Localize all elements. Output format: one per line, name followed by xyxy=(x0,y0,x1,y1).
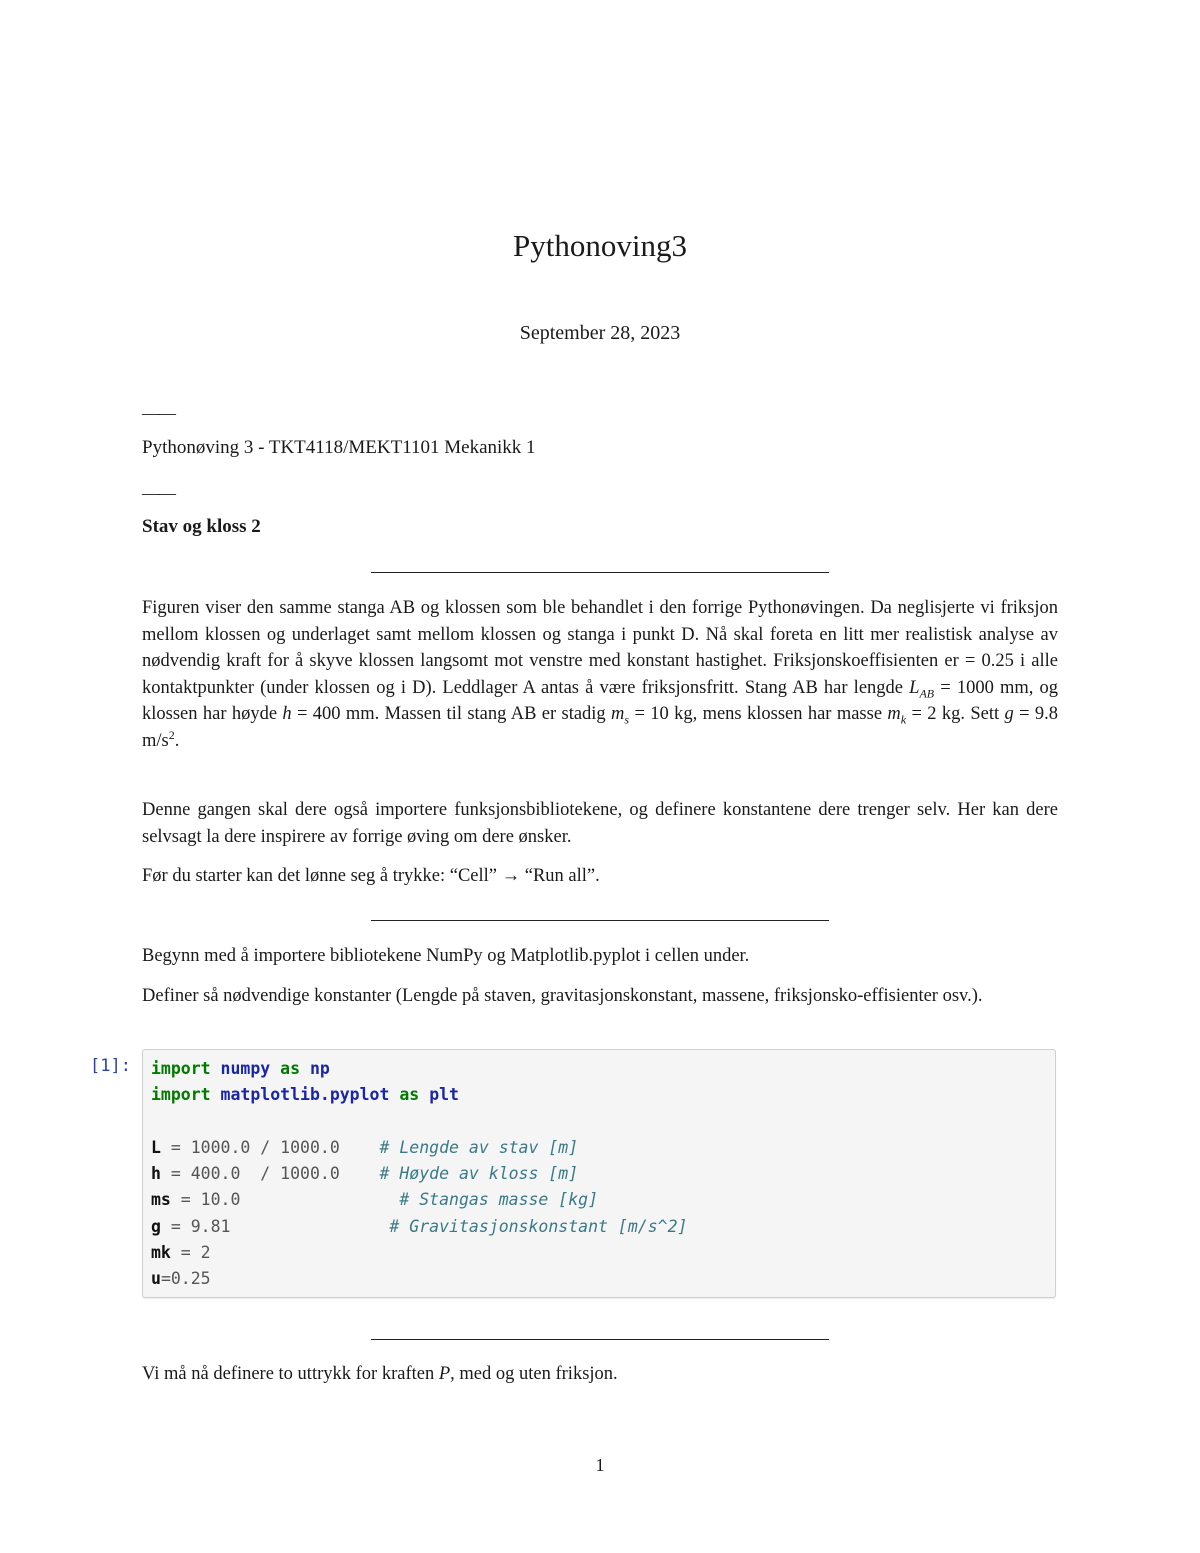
math-subscript: k xyxy=(900,712,907,727)
math-subscript: AB xyxy=(919,686,935,701)
keyword: as xyxy=(280,1059,301,1078)
text: Figuren viser den samme stanga AB og klossen som ble behandlet i den forrige Pythonøvingen. Da neglisjerte vi friksjon mellom klossen og underlaget samt mellom klossen og stanga i punkt D. Nå skal foreta en litt mer realistisk analyse av nødvendig kraft for å skyve klossen langsomt mot venstre med konstant hastighet. Friksjonskoeffisienten er xyxy=(142,598,1058,671)
page-number: 1 xyxy=(595,1455,605,1475)
document-title: Pythonoving3 xyxy=(513,228,687,263)
module-name: numpy xyxy=(220,1059,271,1078)
document-date: September 28, 2023 xyxy=(519,322,681,344)
code-comment: # Lengde av stav [m] xyxy=(379,1137,579,1157)
section-heading: Stav og kloss 2 xyxy=(142,516,261,537)
course-line: Pythonøving 3 - TKT4118/MEKT1101 Mekanikk 1 xyxy=(142,437,536,458)
constants-instruction xyxy=(142,983,1058,1010)
run-all-tip xyxy=(142,863,1058,890)
code-value: =0.25 xyxy=(160,1269,211,1289)
math-subscript: s xyxy=(624,712,630,727)
variable: h xyxy=(151,1164,161,1184)
constants-text: Definer så nødvendige konstanter (Lengde på staven, gravitasjonskonstant, massene, friksjonsko-effisienter osv.). xyxy=(142,986,983,1006)
separator-dash: —— xyxy=(142,403,174,423)
keyword: as xyxy=(399,1085,420,1105)
text: = 0.25 i alle kontaktpunkter (under klossen og i D). Leddlager A antas å være friksjonsfritt. Stang AB har lengde xyxy=(142,651,1058,698)
code-cell[interactable] xyxy=(142,1049,1056,1298)
horizontal-rule xyxy=(371,920,829,921)
keyword: import xyxy=(151,1059,211,1078)
code-value: = 2 xyxy=(170,1243,211,1263)
math-symbol: P xyxy=(438,1364,451,1384)
module-alias: np xyxy=(309,1059,330,1078)
problem-description xyxy=(142,595,1058,754)
text: = 400 mm. Massen til stang AB er stadig xyxy=(291,704,612,724)
separator-dash: —— xyxy=(142,483,174,503)
text: . xyxy=(174,730,180,751)
math-symbol: g xyxy=(1004,704,1014,724)
module-alias: plt xyxy=(429,1085,459,1105)
instructions-paragraph xyxy=(142,797,1058,850)
force-expression-paragraph xyxy=(142,1361,1058,1388)
code-value: = 9.81 xyxy=(160,1216,390,1236)
text: = 2 kg. Sett xyxy=(906,704,1005,724)
text: = 1000 mm, og klossen har høyde xyxy=(142,677,1058,724)
math-symbol: m xyxy=(887,704,901,724)
module-name: matplotlib.pyplot xyxy=(220,1085,390,1105)
cell-prompt: [1]: xyxy=(90,1056,131,1076)
text: , med og uten friksjon. xyxy=(450,1364,618,1384)
code-value: = 10.0 xyxy=(170,1190,400,1210)
horizontal-rule xyxy=(371,1339,829,1340)
math-symbol: L xyxy=(909,677,920,698)
import-text: Begynn med å importere bibliotekene NumPy og Matplotlib.pyplot i cellen under. xyxy=(142,946,750,966)
horizontal-rule xyxy=(371,572,829,573)
variable: ms xyxy=(151,1190,171,1210)
variable: g xyxy=(151,1216,161,1236)
text: Vi må nå definere to uttrykk for kraften xyxy=(142,1364,439,1384)
code-content[interactable] xyxy=(143,1050,1055,1293)
text: = 10 kg, mens klossen har masse xyxy=(629,704,888,724)
code-value: = 400.0 / 1000.0 xyxy=(160,1164,380,1184)
variable: mk xyxy=(151,1243,171,1263)
tip-text: Før du starter kan det lønne seg å trykke: “Cell” → “Run all”. xyxy=(142,866,600,886)
superscript: 2 xyxy=(168,727,175,742)
variable: L xyxy=(151,1137,161,1157)
import-instruction xyxy=(142,943,1058,970)
code-value: = 1000.0 / 1000.0 xyxy=(160,1137,380,1157)
code-comment: # Høyde av kloss [m] xyxy=(379,1164,579,1184)
instructions-text: Denne gangen skal dere også importere funksjonsbibliotekene, og definere konstantene dere trenger selv. Her kan dere selvsagt la dere inspirere av forrige øving om dere ønsker. xyxy=(142,800,1058,847)
variable: u xyxy=(151,1269,161,1289)
code-comment: # Stangas masse [kg] xyxy=(399,1190,599,1210)
code-comment: # Gravitasjonskonstant [m/s^2] xyxy=(389,1216,688,1236)
text: = 9.8 m/s xyxy=(142,704,1058,751)
math-symbol: m xyxy=(611,704,625,724)
keyword: import xyxy=(151,1085,211,1105)
math-symbol: h xyxy=(282,704,292,724)
